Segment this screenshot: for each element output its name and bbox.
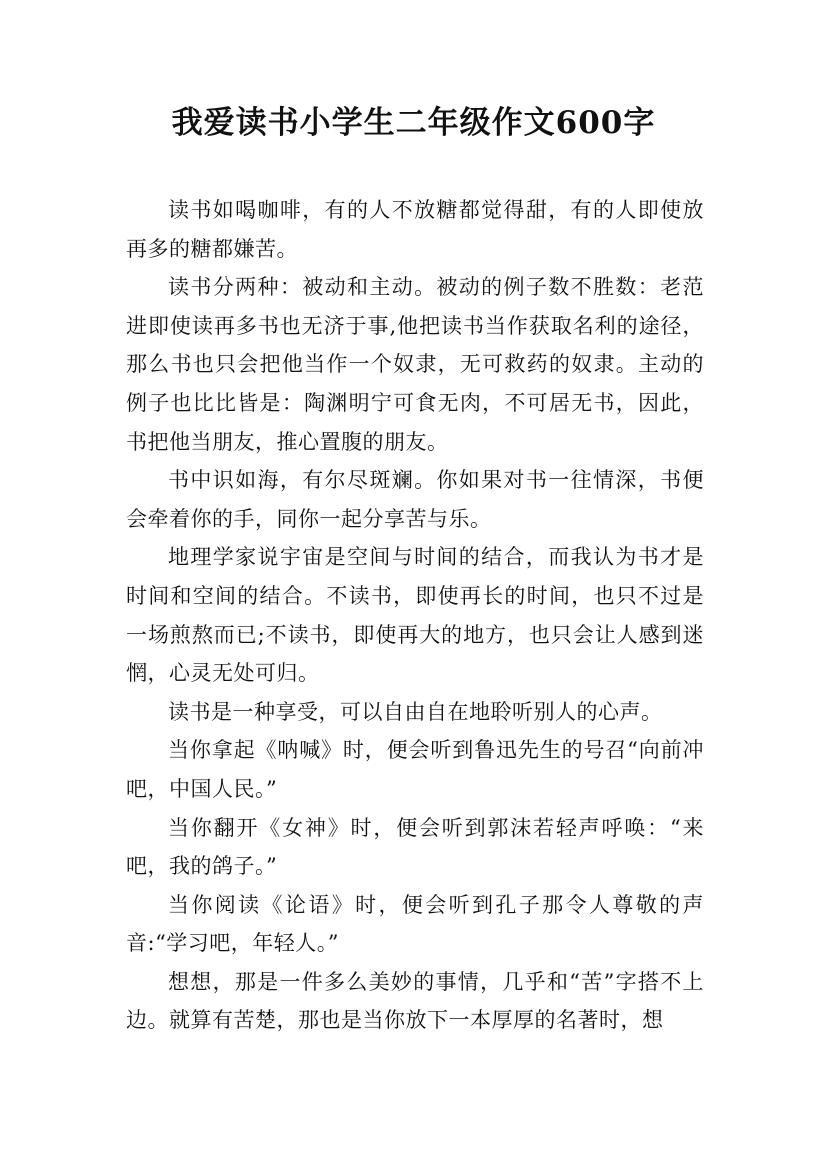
paragraph: 读书分两种：被动和主动。被动的例子数不胜数：老范进即使读再多书也无济于事,他把读书当作获取名利的途径，那么书也只会把他当作一个奴隶，无可救药的奴隶。主动的例子也比比皆是：陶渊明宁可食无肉，不可居无书，因此，书把他当朋友，推心置腹的朋友。 <box>126 275 704 454</box>
paragraph: 当你拿起《呐喊》时，便会听到鲁迅先生的号召“向前冲吧，中国人民。” <box>126 738 704 801</box>
paragraph: 想想，那是一件多么美妙的事情，几乎和“苦”字搭不上边。就算有苦楚，那也是当你放下一本厚厚的名著时，想 <box>126 969 704 1033</box>
paragraph: 当你翻开《女神》时，便会听到郭沫若轻声呼唤：“来吧，我的鸽子。” <box>126 815 704 879</box>
paragraph: 读书是一种享受，可以自由自在地聆听别人的心声。 <box>168 699 663 724</box>
paragraph: 地理学家说宇宙是空间与时间的结合，而我认为书才是时间和空间的结合。不读书，即使再长的时间，也只不过是一场煎熬而已;不读书，即使再大的地方，也只会让人感到迷惘，心灵无处可归。 <box>126 545 704 686</box>
document-body <box>126 191 704 1040</box>
paragraph: 读书如喝咖啡，有的人不放糖都觉得甜，有的人即使放再多的糖都嫌苦。 <box>126 198 704 261</box>
document-title: 我爱读书小学生二年级作文600字 <box>171 105 656 141</box>
paragraph: 书中识如海，有尔尽斑斓。你如果对书一往情深，书便会牵着你的手，同你一起分享苦与乐。 <box>126 468 704 531</box>
paragraph: 当你阅读《论语》时，便会听到孔子那令人尊敬的声音:“学习吧，年轻人。” <box>126 892 704 956</box>
